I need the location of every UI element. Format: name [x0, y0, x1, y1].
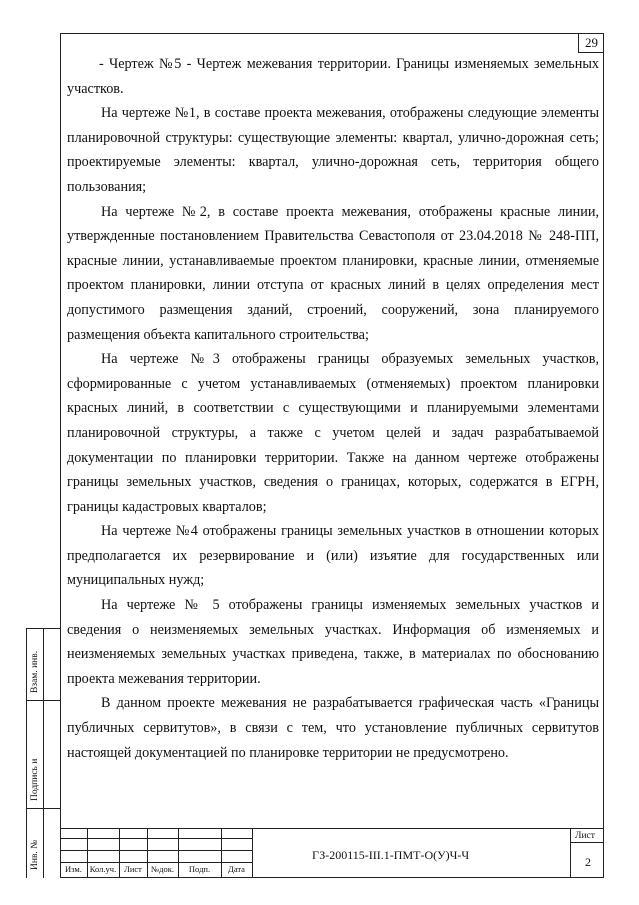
- side-label-inv: Инв. №: [30, 839, 40, 870]
- paragraph-3: На чертеже №2, в составе проекта межевания, отображены красные линии, утвержденные постановлением Правительства Севастополя от 23.04.2018 № 248-ПП, красные линии, устанавливаемые проектом планировки, красные линии, отменяемые проектом планировки, линии отступа от красных линий в целях определения мест допустимого размещения зданий, строений, сооружений, зона планируемого размещения объекта капитального строительства;: [67, 203, 599, 343]
- header-data: Дата: [228, 864, 245, 874]
- side-label-vzam: Взам. инв.: [30, 650, 40, 693]
- sheet-label: Лист: [575, 831, 595, 841]
- header-list: Лист: [124, 864, 142, 874]
- side-stamp: [26, 628, 60, 878]
- header-podp: Подп.: [188, 864, 211, 874]
- header-izm: Изм.: [65, 864, 82, 874]
- document-body: [67, 52, 599, 765]
- title-block: [60, 828, 604, 878]
- header-kol-uch: Кол.уч.: [89, 864, 117, 874]
- paragraph-2: На чертеже №1, в составе проекта межевания, отображены следующие элементы планировочной структуры: существующие элементы: квартал, улично-дорожная сеть; проектируемые элементы: квартал, улично-дорожная сеть, территория общего пользования;: [67, 105, 599, 195]
- side-label-podpis: Подпись и: [30, 758, 40, 801]
- sheet-number: 2: [585, 855, 591, 869]
- paragraph-6: На чертеже № 5 отображены границы изменяемых земельных участков и сведения о неизменяемых земельных участках. Информация об изменяемых и неизменяемых земельных участках приведена, также, в материалах по обоснованию проекта межевания территории.: [67, 597, 599, 687]
- paragraph-4: На чертеже №3 отображены границы образуемых земельных участков, сформированные с учетом устанавливаемых (отменяемых) проектом планировки красных линий, в соответствии с существующими и планируемыми элементами планировочной структуры, а также с учетом целей и задач разрабатываемой документации по планировки территории. Также на данном чертеже отображены границы земельных участков, сведения о границах, которых, содержатся в ЕГРН, границы кадастровых кварталов;: [67, 351, 599, 515]
- paragraph-5: На чертеже №4 отображены границы земельных участков в отношении которых предполагается их резервирование и (или) изъятие для государственных или муниципальных нужд;: [67, 523, 599, 589]
- page-number-top: 29: [578, 33, 604, 53]
- paragraph-1: - Чертеж №5 - Чертеж межевания территории. Границы изменяемых земельных участков.: [67, 56, 599, 97]
- paragraph-7: В данном проекте межевания не разрабатывается графическая часть «Границы публичных сервитутов», в связи с тем, что установление публичных сервитутов настоящей документацией по планировке территории не предусмотрено.: [67, 695, 599, 761]
- document-code: ГЗ-200115-III.1-ПМТ-О(У)Ч-Ч: [312, 848, 470, 862]
- header-ndok: №док.: [151, 864, 174, 874]
